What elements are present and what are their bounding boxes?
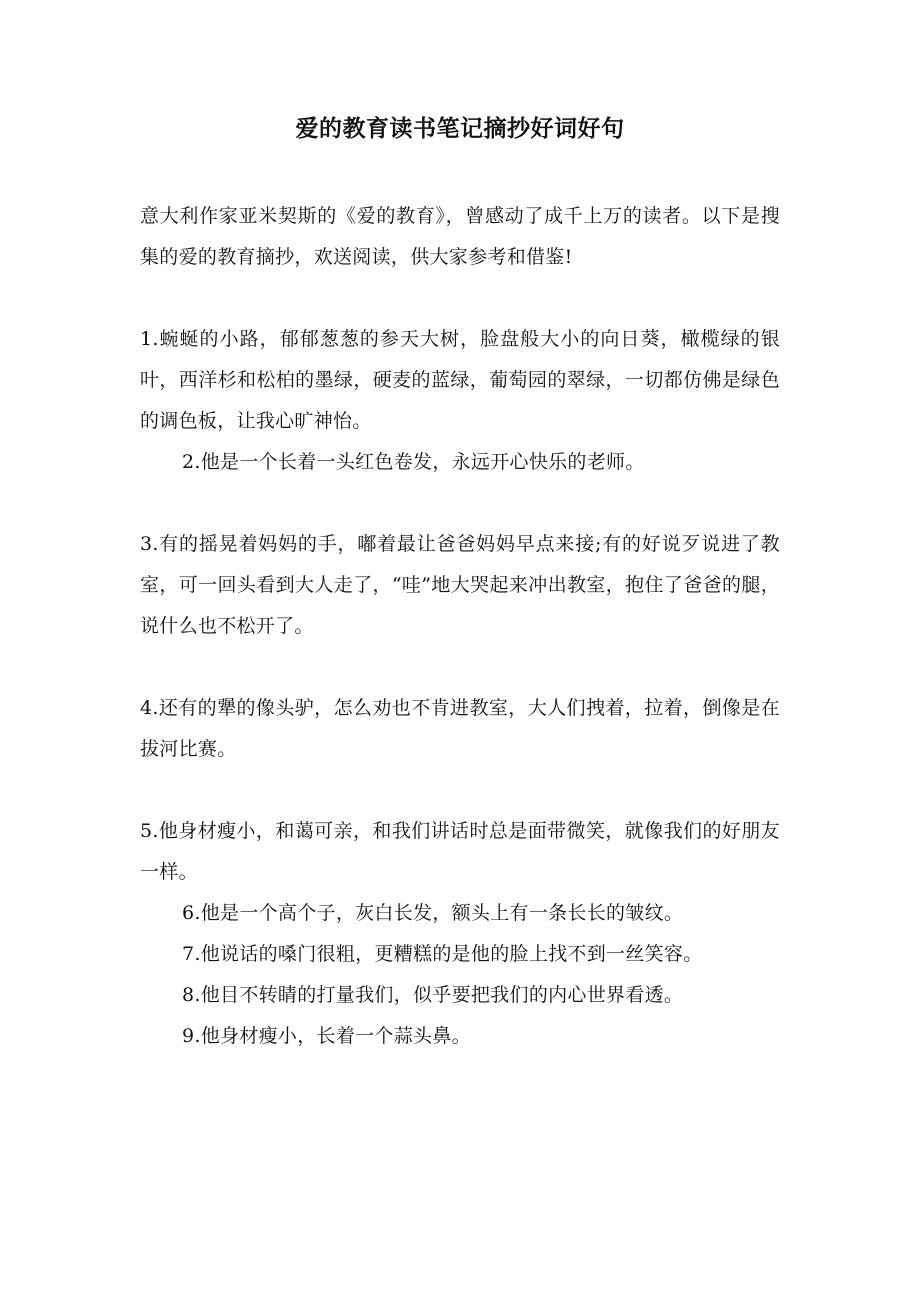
list-item-6: 6.他是一个高个子，灰白长发，额头上有一条长长的皱纹。 <box>182 902 684 924</box>
document-title: 爱的教育读书笔记摘抄好词好句 <box>295 115 625 142</box>
list-item-9: 9.他身材瘦小，长着一个蒜头鼻。 <box>182 1025 471 1047</box>
intro-paragraph: 意大利作家亚米契斯的《爱的教育》，曾感动了成千上万的读者。以下是搜集的爱的教育摘抄，欢送阅读，供大家参考和借鉴! <box>140 205 780 268</box>
list-item-5: 5.他身材瘦小，和蔼可亲，和我们讲话时总是面带微笑，就像我们的好朋友一样。 <box>140 820 780 883</box>
list-item-7: 7.他说话的嗓门很粗，更糟糕的是他的脸上找不到一丝笑容。 <box>182 943 703 965</box>
list-item-2: 2.他是一个长着一头红色卷发，永远开心快乐的老师。 <box>182 451 645 473</box>
list-item-3: 3.有的摇晃着妈妈的手，嘟着最让爸爸妈妈早点来接;有的好说歹说进了教室，可一回头看到大人走了，“哇”地大哭起来冲出教室，抱住了爸爸的腿，说什么也不松开了。 <box>140 533 780 637</box>
list-item-1: 1.蜿蜒的小路，郁郁葱葱的参天大树，脸盘般大小的向日葵，橄榄绿的银叶，西洋杉和松柏的墨绿，硬麦的蓝绿，葡萄园的翠绿，一切都仿佛是绿色的调色板，让我心旷神怡。 <box>140 328 780 432</box>
document-body <box>140 196 780 1057</box>
list-item-8: 8.他目不转睛的打量我们，似乎要把我们的内心世界看透。 <box>182 984 684 1006</box>
list-item-4: 4.还有的犟的像头驴，怎么劝也不肯进教室，大人们拽着，拉着，倒像是在拔河比赛。 <box>140 697 780 760</box>
